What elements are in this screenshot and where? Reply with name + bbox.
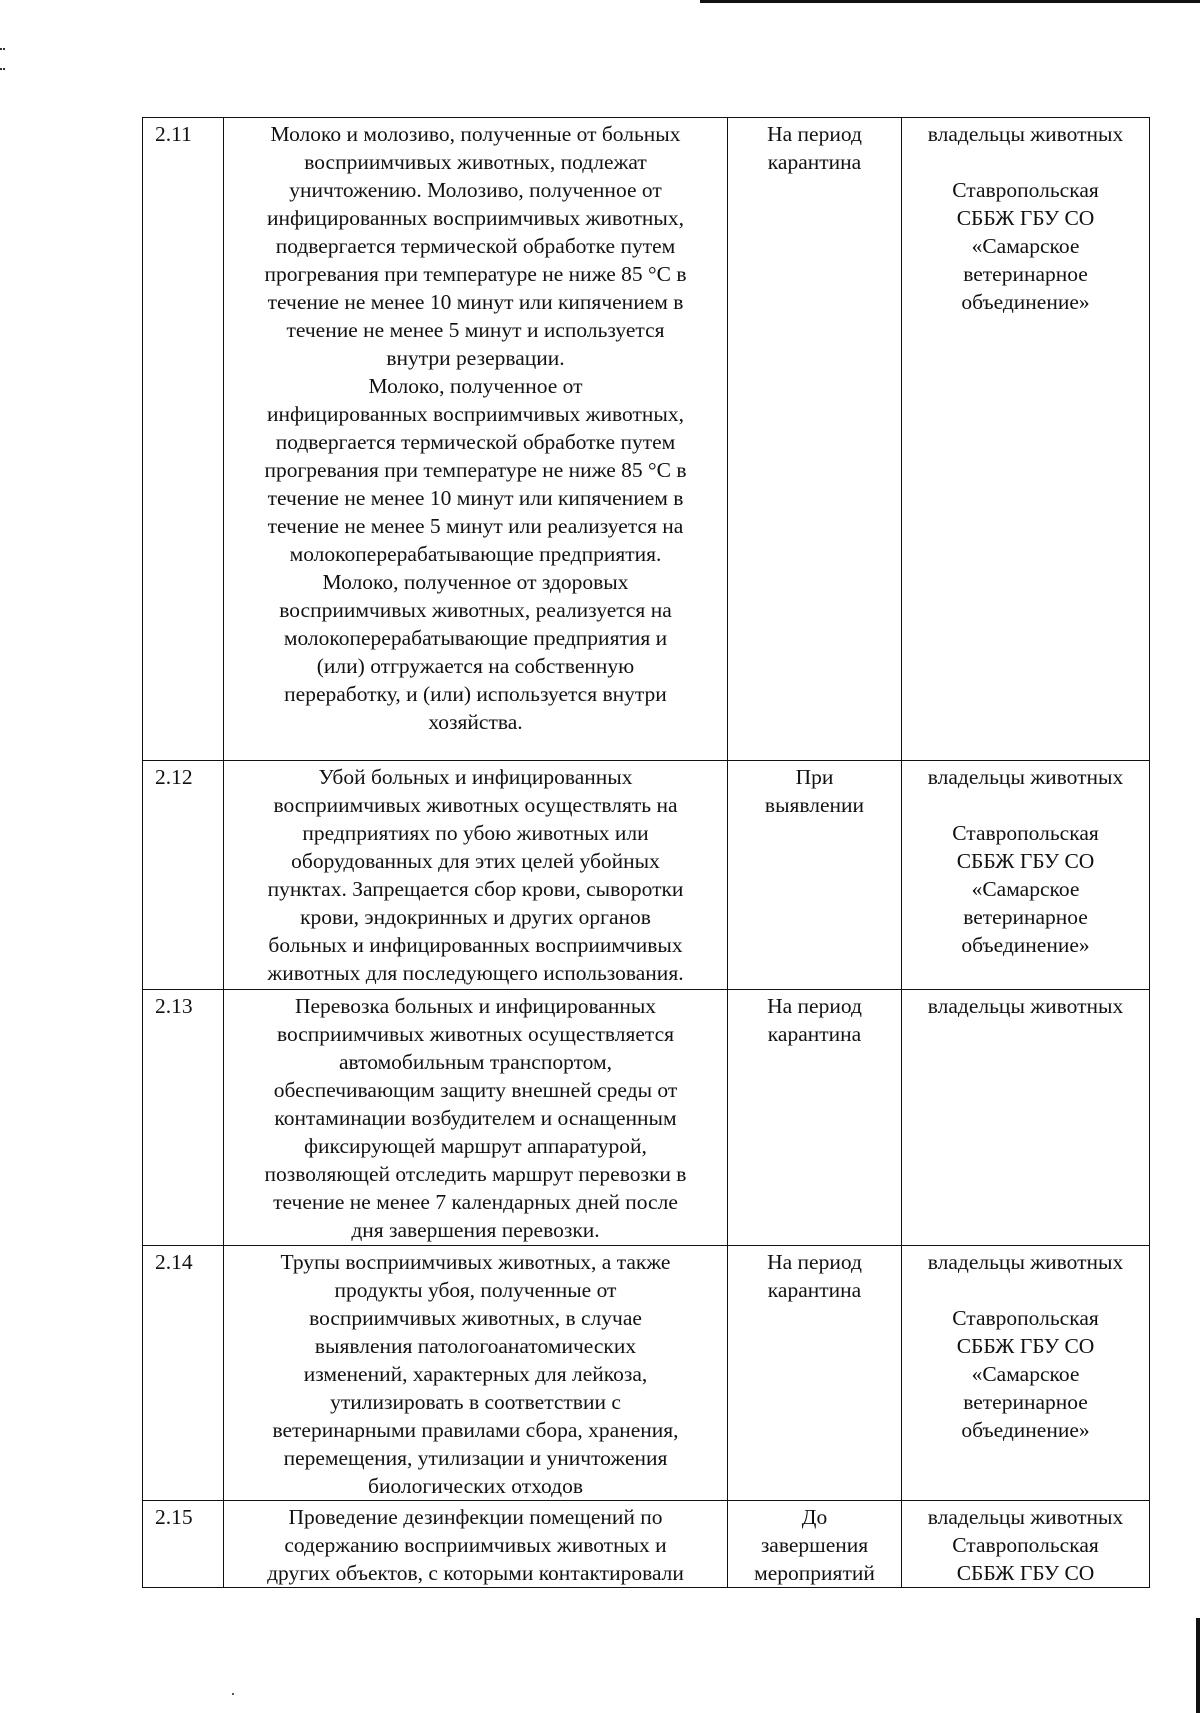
measure-description-line: инфицированных восприимчивых животных,	[266, 402, 684, 426]
scan-speck	[232, 1693, 234, 1695]
table-row	[143, 990, 1150, 1246]
responsible-party	[902, 1501, 1150, 1588]
measure-description-line: автомобильным транспортом,	[338, 1050, 613, 1074]
responsible-party-line: владельцы животных	[927, 765, 1124, 789]
measure-description-line: обеспечивающим защиту внешней среды от	[273, 1078, 678, 1102]
responsible-party-line: владельцы животных	[927, 122, 1124, 146]
measure-description-line: позволяющей отследить маршрут перевозки в	[264, 1162, 687, 1186]
scan-margin-mark	[0, 48, 3, 70]
responsible-party-line: СББЖ ГБУ СО	[956, 1561, 1095, 1585]
measure-description-line: фиксирующей маршрут аппаратурой,	[304, 1134, 647, 1158]
responsible-party-line: владельцы животных	[927, 1250, 1124, 1274]
measure-description-line: хозяйства.	[428, 710, 523, 734]
measure-term-line: На период	[767, 122, 862, 146]
measure-description-line: Трупы восприимчивых животных, а также	[280, 1250, 671, 1274]
measure-term-line: мероприятий	[754, 1561, 875, 1585]
scan-edge-bar	[1196, 1618, 1200, 1713]
measure-description-line: восприимчивых животных, в случае	[309, 1306, 642, 1330]
measure-description-line: течение не менее 10 минут или кипячением в	[267, 290, 684, 314]
measure-description-line: уничтожению. Молозиво, полученное от	[289, 178, 662, 202]
measure-description-line: Молоко, полученное от здоровых	[322, 570, 629, 594]
measure-description	[224, 1246, 728, 1501]
measure-description-line: дня завершения перевозки.	[351, 1218, 600, 1242]
responsible-party-line: объединение»	[961, 290, 1090, 314]
scan-edge-line	[700, 0, 1200, 3]
measure-term-line: На период	[767, 994, 862, 1018]
responsible-party-line: «Самарское	[971, 877, 1080, 901]
responsible-party-line: Ставропольская	[952, 178, 1099, 202]
measure-description-line: переработку, и (или) используется внутри	[284, 682, 667, 706]
measure-description-line: других объектов, с которыми контактировали	[267, 1561, 684, 1585]
measures-table	[142, 117, 1150, 1588]
responsible-party-line: Ставропольская	[952, 1306, 1099, 1330]
measure-description-line: восприимчивых животных осуществляется	[276, 1022, 675, 1046]
responsible-party-line: СББЖ ГБУ СО	[956, 1334, 1095, 1358]
responsible-party-line: объединение»	[961, 1418, 1090, 1442]
measure-description-line: продукты убоя, полученные от	[334, 1278, 617, 1302]
measure-term-line: При	[795, 765, 834, 789]
measure-term	[728, 990, 902, 1246]
responsible-party	[902, 1246, 1150, 1501]
responsible-party-line: владельцы животных	[927, 1505, 1124, 1529]
responsible-party-line: ветеринарное	[963, 905, 1088, 929]
responsible-party-line: Ставропольская	[952, 1533, 1099, 1557]
measure-description-line: контаминации возбудителем и оснащенным	[274, 1106, 677, 1130]
responsible-party-line: СББЖ ГБУ СО	[956, 849, 1095, 873]
measure-description-line: животных для последующего использования.	[267, 961, 684, 985]
measure-description-line: утилизировать в соответствии с	[330, 1390, 621, 1414]
measure-description-line: течение не менее 5 минут и используется	[286, 318, 665, 342]
responsible-party-line: СББЖ ГБУ СО	[956, 206, 1095, 230]
responsible-party-line: «Самарское	[971, 1362, 1080, 1386]
measure-description	[224, 761, 728, 990]
measure-description-line: внутри резервации.	[386, 346, 565, 370]
table-row	[143, 118, 1150, 761]
measure-description-line: изменений, характерных для лейкоза,	[303, 1362, 648, 1386]
responsible-party	[902, 990, 1150, 1246]
measure-term-line: выявлении	[764, 793, 865, 817]
item-number: 2.13	[143, 990, 224, 1246]
measure-description-line: течение не менее 5 минут или реализуется на	[267, 514, 684, 538]
measure-description-line: пунктах. Запрещается сбор крови, сыворотки	[267, 877, 684, 901]
measure-description-line: крови, эндокринных и других органов	[300, 905, 651, 929]
measure-description-line: восприимчивых животных осуществлять на	[273, 793, 678, 817]
item-number: 2.11	[143, 118, 224, 761]
measure-description-line: выявления патологоанатомических	[314, 1334, 637, 1358]
measure-description-line: течение не менее 10 минут или кипячением в	[267, 486, 684, 510]
responsible-party-line: владельцы животных	[927, 994, 1124, 1018]
measure-term-line: карантина	[767, 1278, 862, 1302]
measure-description-line: подвергается термической обработке путем	[275, 430, 676, 454]
responsible-party-line: ветеринарное	[963, 1390, 1088, 1414]
item-number: 2.12	[143, 761, 224, 990]
measure-description-line: течение не менее 7 календарных дней после	[273, 1190, 678, 1214]
measure-description-line: оборудованных для этих целей убойных	[291, 849, 660, 873]
measure-description	[224, 1501, 728, 1588]
measure-description-line: больных и инфицированных восприимчивых	[268, 933, 683, 957]
measure-term	[728, 1501, 902, 1588]
measure-term	[728, 1246, 902, 1501]
responsible-party	[902, 118, 1150, 761]
measure-term	[728, 118, 902, 761]
measure-description-line: восприимчивых животных, подлежат	[304, 150, 647, 174]
measure-term-line: До	[801, 1505, 828, 1529]
measure-description-line: ветеринарными правилами сбора, хранения,	[272, 1418, 679, 1442]
table-row	[143, 1501, 1150, 1588]
responsible-party-line	[906, 148, 1145, 176]
measure-description-line: прогревания при температуре не ниже 85 °С в	[264, 262, 687, 286]
measure-term-line: карантина	[767, 1022, 862, 1046]
measure-description-line: Убой больных и инфицированных	[318, 765, 633, 789]
measure-description-line: перемещения, утилизации и уничтожения	[283, 1446, 668, 1470]
measure-description-line: молокоперерабатывающие предприятия и	[283, 626, 668, 650]
measure-term-line: завершения	[760, 1533, 869, 1557]
responsible-party-line	[906, 1276, 1145, 1304]
responsible-party-line: объединение»	[961, 933, 1090, 957]
measure-description	[224, 118, 728, 761]
measure-description-line: Молоко, полученное от	[368, 374, 583, 398]
measure-description-line: предприятиях по убою животных или	[302, 821, 649, 845]
measure-description-line: восприимчивых животных, реализуется на	[279, 598, 672, 622]
measure-term-line: На период	[767, 1250, 862, 1274]
item-number: 2.14	[143, 1246, 224, 1501]
measure-description-line: молокоперерабатывающие предприятия.	[289, 542, 662, 566]
measure-description-line: Молоко и молозиво, полученные от больных	[270, 122, 681, 146]
measure-term-line: карантина	[767, 150, 862, 174]
responsible-party-line	[906, 791, 1145, 819]
measure-description-line: (или) отгружается на собственную	[316, 654, 635, 678]
table-row	[143, 1246, 1150, 1501]
measure-description-line: инфицированных восприимчивых животных,	[266, 206, 684, 230]
measure-description-line: Проведение дезинфекции помещений по	[288, 1505, 663, 1529]
responsible-party-line: «Самарское	[971, 234, 1080, 258]
responsible-party-line: ветеринарное	[963, 262, 1088, 286]
measure-term	[728, 761, 902, 990]
measure-description-line: подвергается термической обработке путем	[275, 234, 676, 258]
measure-description-line: прогревания при температуре не ниже 85 °С в	[264, 458, 687, 482]
measure-description-line: Перевозка больных и инфицированных	[294, 994, 657, 1018]
measure-description	[224, 990, 728, 1246]
responsible-party-line: Ставропольская	[952, 821, 1099, 845]
responsible-party	[902, 761, 1150, 990]
measure-description-line: содержанию восприимчивых животных и	[284, 1533, 667, 1557]
item-number: 2.15	[143, 1501, 224, 1588]
table-row	[143, 761, 1150, 990]
measure-description-line: биологических отходов	[368, 1474, 583, 1498]
